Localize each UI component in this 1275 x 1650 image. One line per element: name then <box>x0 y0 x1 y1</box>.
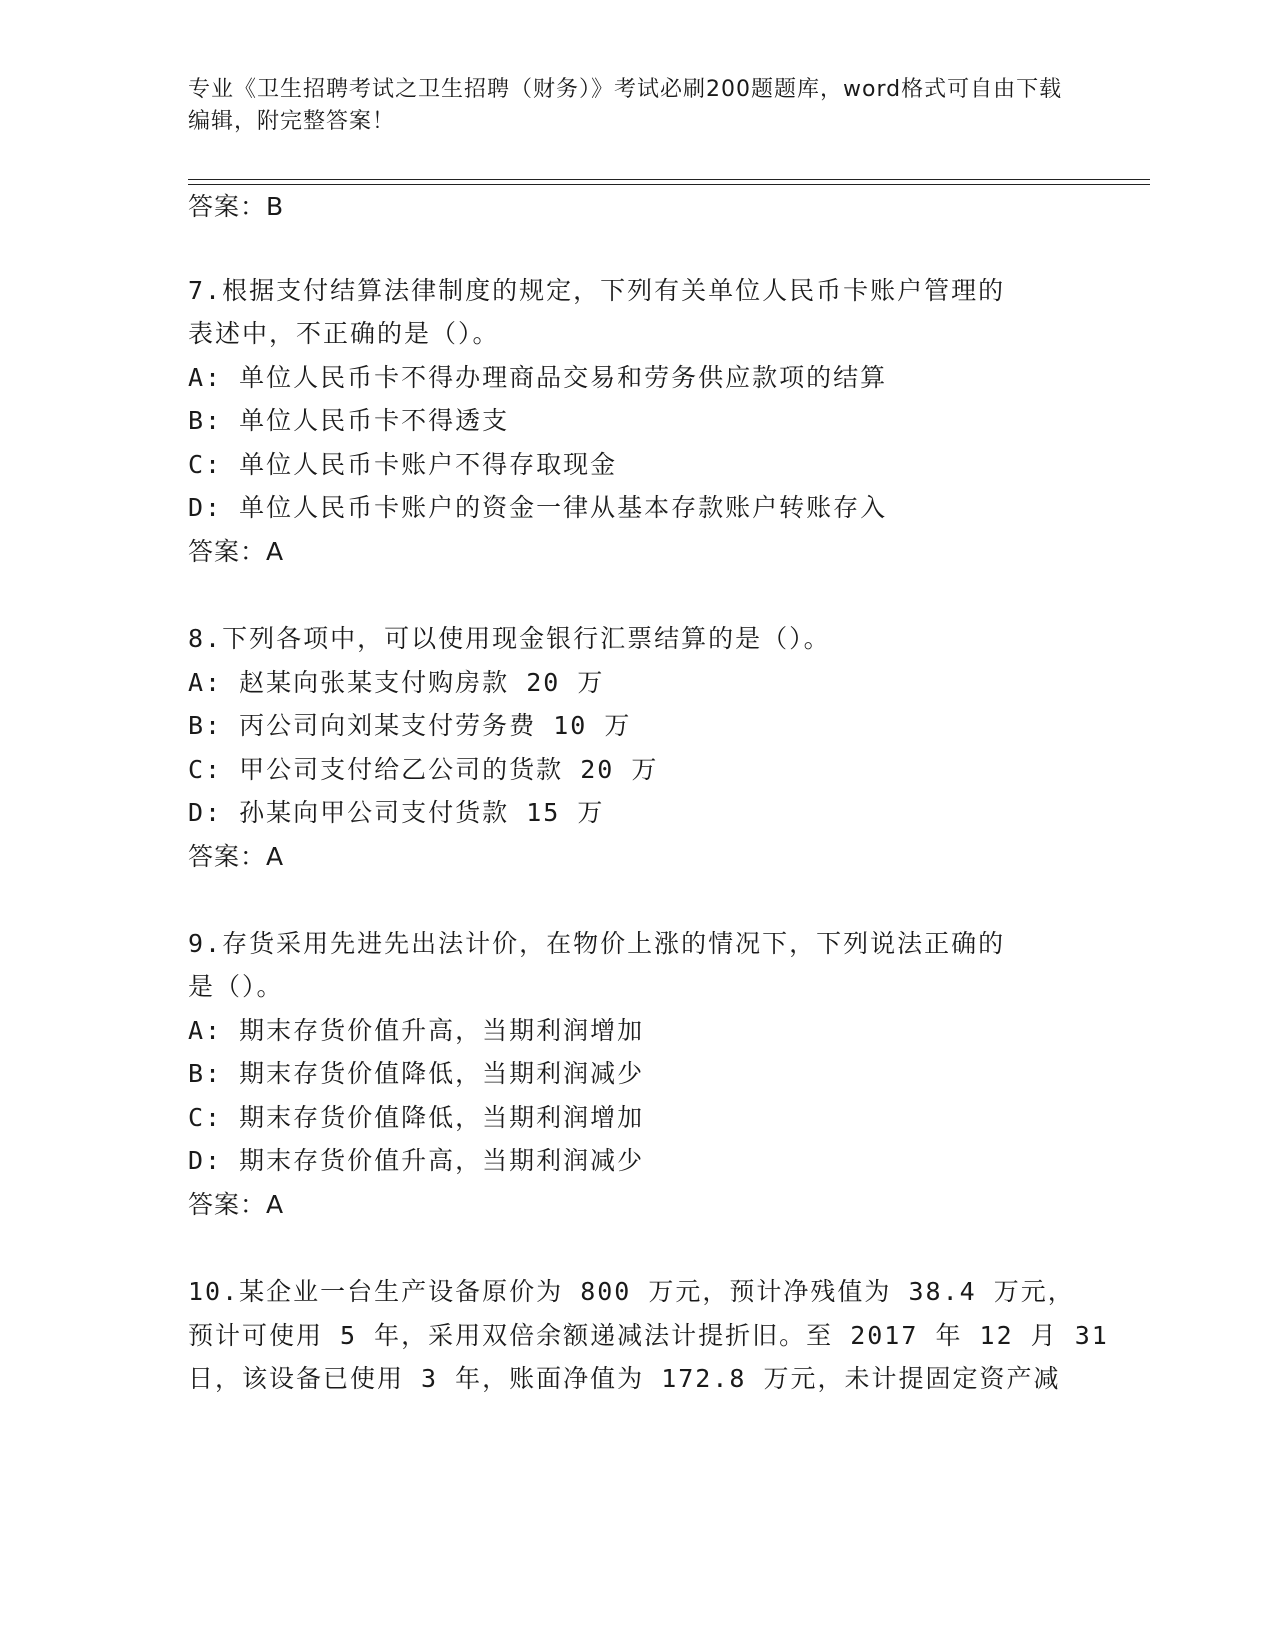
question-10-stem-line-3: 日，该设备已使用 3 年，账面净值为 172.8 万元，未计提固定资产减 <box>188 1364 1061 1393</box>
question-7-option-d: D: 单位人民币卡账户的资金一律从基本存款账户转账存入 <box>188 493 888 522</box>
question-8-option-c: C: 甲公司支付给乙公司的货款 20 万 <box>188 755 659 784</box>
question-9-option-d: D: 期末存货价值升高，当期利润减少 <box>188 1146 645 1175</box>
question-7-option-a: A: 单位人民币卡不得办理商品交易和劳务供应款项的结算 <box>188 363 888 392</box>
question-9-option-a: A: 期末存货价值升高，当期利润增加 <box>188 1016 645 1045</box>
question-7-option-b: B: 单位人民币卡不得透支 <box>188 406 510 435</box>
question-9-stem-line-2: 是（）。 <box>188 972 284 1001</box>
question-9-answer: 答案：A <box>188 1190 285 1219</box>
question-8-stem-line-1: 8.下列各项中，可以使用现金银行汇票结算的是（）。 <box>188 624 831 653</box>
question-8-option-d: D: 孙某向甲公司支付货款 15 万 <box>188 798 605 827</box>
header-divider-top <box>188 179 1150 180</box>
question-10-stem-line-1: 10.某企业一台生产设备原价为 800 万元，预计净残值为 38.4 万元， <box>188 1277 1075 1306</box>
question-10-stem-line-2: 预计可使用 5 年，采用双倍余额递减法计提折旧。至 2017 年 12 月 31 <box>188 1321 1109 1350</box>
question-7-stem-line-1: 7.根据支付结算法律制度的规定，下列有关单位人民币卡账户管理的 <box>188 276 1006 305</box>
question-9-stem-line-1: 9.存货采用先进先出法计价，在物价上涨的情况下，下列说法正确的 <box>188 929 1006 958</box>
question-8-option-a: A: 赵某向张某支付购房款 20 万 <box>188 668 605 697</box>
question-9-option-c: C: 期末存货价值降低，当期利润增加 <box>188 1103 645 1132</box>
question-7-stem-line-2: 表述中，不正确的是（）。 <box>188 319 500 348</box>
question-9-option-b: B: 期末存货价值降低，当期利润减少 <box>188 1059 645 1088</box>
question-7-answer: 答案：A <box>188 537 285 566</box>
answer-previous: 答案：B <box>188 192 285 221</box>
question-8-answer: 答案：A <box>188 842 285 871</box>
question-7-option-c: C: 单位人民币卡账户不得存取现金 <box>188 450 618 479</box>
header-divider-bottom <box>188 184 1150 185</box>
page-header: 专业《卫生招聘考试之卫生招聘（财务）》考试必刷200题题库，word格式可自由下载编辑，附完整答案！ <box>188 77 1063 134</box>
question-8-option-b: B: 丙公司向刘某支付劳务费 10 万 <box>188 711 632 740</box>
